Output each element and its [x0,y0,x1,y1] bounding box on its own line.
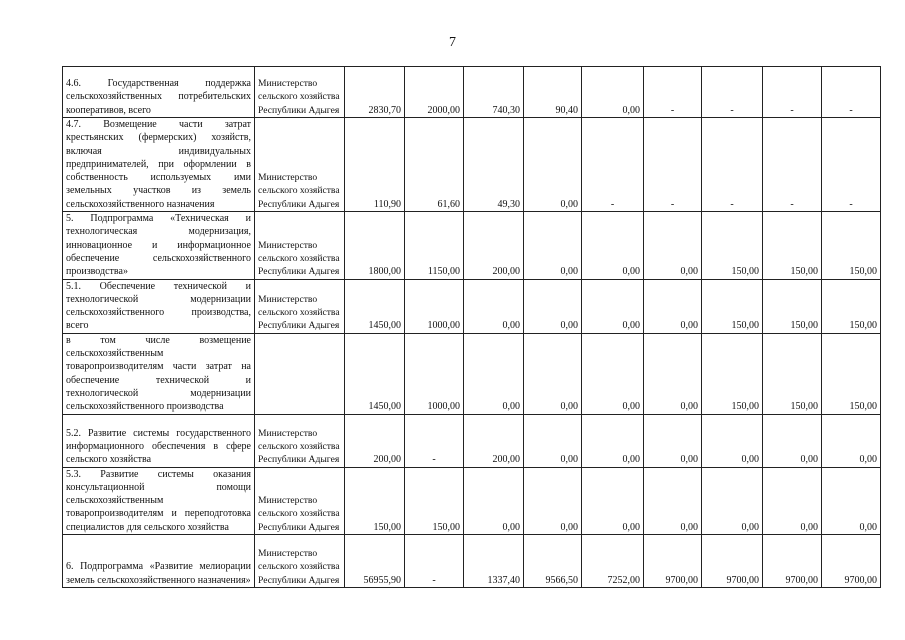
row-executor: Министерство сельского хозяйства Республики Адыгея [255,118,345,212]
value-cell: 0,00 [524,118,582,212]
value-cell: 2830,70 [345,67,405,118]
table-row [63,414,881,467]
table-row [63,535,881,588]
row-executor: Министерство сельского хозяйства Республики Адыгея [255,67,345,118]
value-cell: 0,00 [763,414,822,467]
value-cell: 0,00 [464,333,524,414]
value-cell: 7252,00 [582,535,644,588]
value-cell: 1450,00 [345,333,405,414]
table-row [63,279,881,333]
value-cell: 49,30 [464,118,524,212]
value-cell: 0,00 [524,279,582,333]
value-cell: 0,00 [582,212,644,279]
value-cell: 740,30 [464,67,524,118]
value-cell: 56955,90 [345,535,405,588]
value-cell: 200,00 [464,212,524,279]
value-cell: 9700,00 [702,535,763,588]
value-cell: - [822,67,881,118]
value-cell: 9700,00 [763,535,822,588]
row-name: 4.6. Государственная поддержка сельскохозяйственных потребительских кооперативов, всего [63,67,255,118]
value-cell: 1150,00 [405,212,464,279]
value-cell: 150,00 [702,333,763,414]
row-name: 5. Подпрограмма «Техническая и технологическая модернизация, инновационное и информационное обеспечение сельскохозяйственного производства» [63,212,255,279]
table-row [63,67,881,118]
value-cell: - [763,67,822,118]
budget-table [62,66,881,588]
value-cell: - [702,118,763,212]
value-cell: 0,00 [644,414,702,467]
value-cell: 0,00 [582,333,644,414]
value-cell: 150,00 [822,279,881,333]
value-cell: 61,60 [405,118,464,212]
value-cell: - [405,414,464,467]
value-cell: 2000,00 [405,67,464,118]
value-cell: 110,90 [345,118,405,212]
value-cell: 1450,00 [345,279,405,333]
value-cell: 0,00 [524,212,582,279]
value-cell: 0,00 [582,414,644,467]
table-row [63,467,881,534]
row-name: 5.2. Развитие системы государственного информационного обеспечения в сфере сельского хозяйства [63,414,255,467]
value-cell: 90,40 [524,67,582,118]
row-name: в том числе возмещение сельскохозяйственным товаропроизводителям части затрат на обеспечение технической и технологической модернизации сельскохозяйственного производства [63,333,255,414]
page-number: 7 [449,35,456,50]
value-cell: 150,00 [702,279,763,333]
row-name: 5.1. Обеспечение технической и технологической модернизации сельскохозяйственного производства, всего [63,279,255,333]
value-cell: 9700,00 [822,535,881,588]
value-cell: 150,00 [763,279,822,333]
row-name: 6. Подпрограмма «Развитие мелиорации земель сельскохозяйственного назначения» [63,535,255,588]
value-cell: 150,00 [822,212,881,279]
value-cell: 150,00 [345,467,405,534]
value-cell: 0,00 [524,414,582,467]
value-cell: - [763,118,822,212]
value-cell: 0,00 [582,467,644,534]
row-name: 4.7. Возмещение части затрат крестьянских (фермерских) хозяйств, включая индивидуальных предпринимателей, при оформлении в собственность используемых ими земельных участков из земель сельскохозяйственного назначения [63,118,255,212]
value-cell: - [822,118,881,212]
table-row [63,333,881,414]
value-cell: 0,00 [644,279,702,333]
row-executor: Министерство сельского хозяйства Республики Адыгея [255,279,345,333]
value-cell: 0,00 [763,467,822,534]
row-name: 5.3. Развитие системы оказания консультационной помощи сельскохозяйственным товаропроизводителям и переподготовка специалистов для сельского хозяйства [63,467,255,534]
value-cell: 1000,00 [405,279,464,333]
row-executor: Министерство сельского хозяйства Республики Адыгея [255,535,345,588]
value-cell: 1000,00 [405,333,464,414]
value-cell: 0,00 [644,467,702,534]
value-cell: 0,00 [582,279,644,333]
value-cell: 9566,50 [524,535,582,588]
value-cell: 0,00 [702,467,763,534]
value-cell: - [644,118,702,212]
value-cell: 1337,40 [464,535,524,588]
value-cell: - [702,67,763,118]
value-cell: 0,00 [464,467,524,534]
value-cell: 0,00 [524,467,582,534]
table-row [63,118,881,212]
value-cell: 150,00 [405,467,464,534]
row-executor: Министерство сельского хозяйства Республики Адыгея [255,414,345,467]
row-executor: Министерство сельского хозяйства Республики Адыгея [255,467,345,534]
value-cell: 0,00 [524,333,582,414]
value-cell: - [582,118,644,212]
value-cell: 1800,00 [345,212,405,279]
value-cell: 0,00 [464,279,524,333]
value-cell: 0,00 [644,212,702,279]
row-executor [255,333,345,414]
value-cell: - [644,67,702,118]
value-cell: 200,00 [464,414,524,467]
value-cell: 0,00 [702,414,763,467]
value-cell: 0,00 [822,467,881,534]
value-cell: 150,00 [822,333,881,414]
value-cell: 150,00 [763,333,822,414]
value-cell: 200,00 [345,414,405,467]
row-executor: Министерство сельского хозяйства Республики Адыгея [255,212,345,279]
value-cell: 9700,00 [644,535,702,588]
value-cell: 150,00 [702,212,763,279]
value-cell: - [405,535,464,588]
value-cell: 0,00 [582,67,644,118]
value-cell: 0,00 [822,414,881,467]
table-row [63,212,881,279]
value-cell: 0,00 [644,333,702,414]
value-cell: 150,00 [763,212,822,279]
